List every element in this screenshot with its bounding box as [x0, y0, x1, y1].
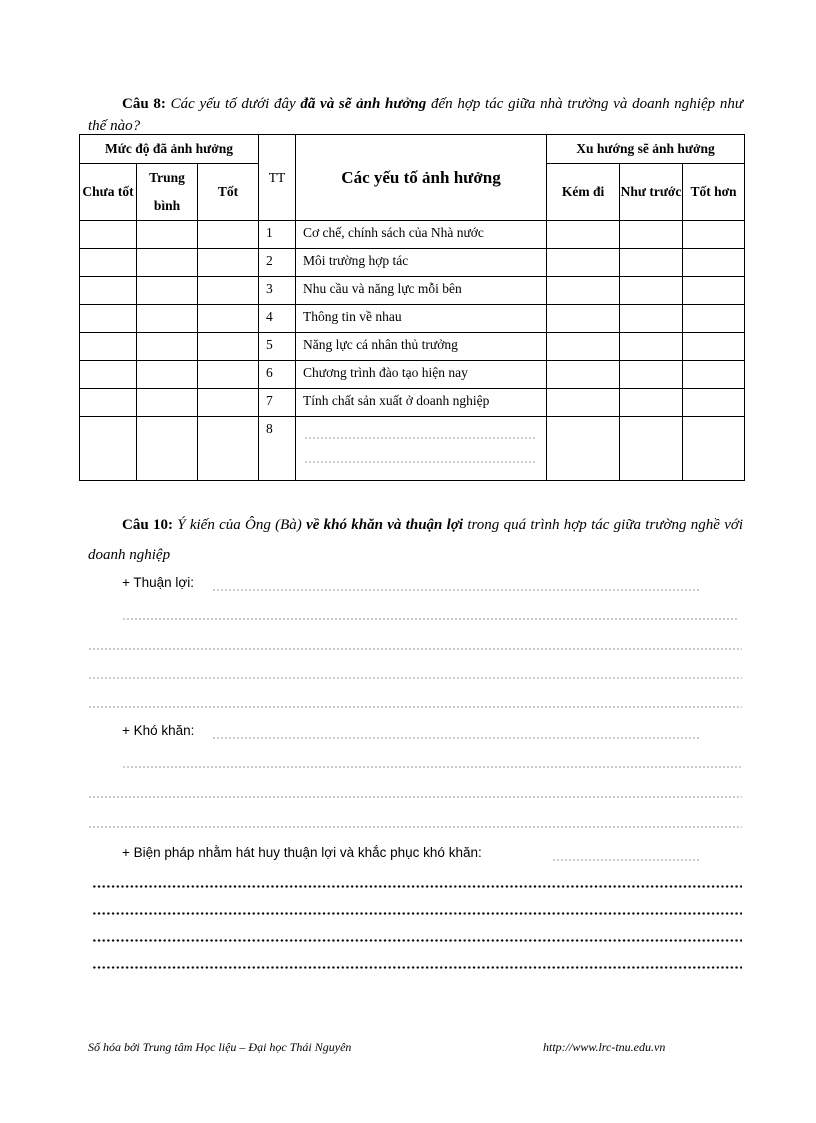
thuan-loi-line-1[interactable]	[212, 589, 700, 591]
question-8-text-2: đến hợp tác giữa nhà trường và doanh nghiệp như thế nào?	[88, 96, 744, 134]
check-cell[interactable]	[620, 361, 683, 389]
question-8-emphasis: đã và sẽ ảnh hưởng	[300, 96, 427, 112]
header-factors: Các yếu tố ảnh hưởng	[296, 135, 547, 221]
check-cell[interactable]	[80, 389, 137, 417]
header-future-trend: Xu hướng sẽ ảnh hưởng	[547, 135, 745, 164]
check-cell[interactable]	[547, 305, 620, 333]
survey-table	[79, 134, 745, 481]
check-cell[interactable]	[80, 277, 137, 305]
row-number: 6	[259, 361, 296, 389]
row-number: 1	[259, 221, 296, 249]
bien-phap-label: + Biện pháp nhằm hát huy thuận lợi và khắc phục khó khăn:	[122, 845, 482, 860]
check-cell[interactable]	[137, 361, 198, 389]
check-cell[interactable]	[198, 333, 259, 361]
check-cell[interactable]	[683, 277, 745, 305]
check-cell[interactable]	[547, 277, 620, 305]
row-number: 2	[259, 249, 296, 277]
kho-khan-line-1[interactable]	[212, 737, 700, 739]
check-cell[interactable]	[80, 417, 137, 481]
check-cell[interactable]	[620, 249, 683, 277]
header-trung-binh: Trung bình	[137, 164, 198, 221]
check-cell[interactable]	[137, 221, 198, 249]
row-number: 8	[259, 417, 296, 481]
check-cell[interactable]	[198, 305, 259, 333]
thuan-loi-line-4[interactable]	[88, 677, 742, 679]
table-row	[80, 305, 745, 333]
bien-phap-line-2[interactable]	[92, 885, 742, 888]
check-cell[interactable]	[620, 417, 683, 481]
check-cell[interactable]	[80, 333, 137, 361]
check-cell[interactable]	[683, 389, 745, 417]
table-row-other	[80, 417, 745, 481]
question-10-text-1: Ý kiến của Ông (Bà)	[177, 517, 302, 533]
header-tot-hon: Tốt hơn	[683, 164, 745, 221]
thuan-loi-label: + Thuận lợi:	[122, 575, 195, 590]
header-tot: Tốt	[198, 164, 259, 221]
check-cell[interactable]	[547, 417, 620, 481]
check-cell[interactable]	[620, 389, 683, 417]
question-10-emphasis: về khó khăn và thuận lợi	[306, 517, 464, 533]
table-row	[80, 221, 745, 249]
check-cell[interactable]	[198, 221, 259, 249]
kho-khan-line-2[interactable]	[122, 766, 742, 768]
thuan-loi-line-3[interactable]	[88, 648, 742, 650]
check-cell[interactable]	[80, 249, 137, 277]
check-cell[interactable]	[137, 389, 198, 417]
check-cell[interactable]	[683, 249, 745, 277]
check-cell[interactable]	[80, 221, 137, 249]
check-cell[interactable]	[80, 305, 137, 333]
factor-label: Cơ chế, chính sách của Nhà nước	[296, 221, 547, 249]
check-cell[interactable]	[198, 389, 259, 417]
check-cell[interactable]	[683, 305, 745, 333]
check-cell[interactable]	[547, 389, 620, 417]
row-number: 7	[259, 389, 296, 417]
kho-khan-label: + Khó khăn:	[122, 723, 195, 738]
check-cell[interactable]	[547, 249, 620, 277]
question-10-label: Câu 10:	[122, 517, 173, 533]
header-nhu-truoc: Như trước	[620, 164, 683, 221]
header-past-impact: Mức độ đã ảnh hưởng	[80, 135, 259, 164]
factor-label: Môi trường hợp tác	[296, 249, 547, 277]
thuan-loi-line-2[interactable]	[122, 618, 738, 620]
question-10-text-2: trong quá trình hợp tác giữa trường nghề với doanh nghiệp	[88, 517, 744, 563]
check-cell[interactable]	[547, 361, 620, 389]
footer-source: Số hóa bởi Trung tâm Học liệu – Đại học Thái Nguyên	[88, 1040, 352, 1054]
kho-khan-line-4[interactable]	[88, 826, 742, 828]
table-row	[80, 333, 745, 361]
factor-label: Năng lực cá nhân thủ trưởng	[296, 333, 547, 361]
check-cell[interactable]	[80, 361, 137, 389]
table-row	[80, 249, 745, 277]
header-chua-tot: Chưa tốt	[80, 164, 137, 221]
check-cell[interactable]	[683, 333, 745, 361]
check-cell[interactable]	[620, 277, 683, 305]
question-8	[88, 93, 743, 137]
check-cell[interactable]	[547, 333, 620, 361]
other-factor-field[interactable]	[296, 417, 547, 481]
kho-khan-line-3[interactable]	[88, 796, 742, 798]
table-row	[80, 277, 745, 305]
check-cell[interactable]	[620, 221, 683, 249]
check-cell[interactable]	[198, 417, 259, 481]
check-cell[interactable]	[137, 417, 198, 481]
check-cell[interactable]	[198, 361, 259, 389]
footer-url[interactable]: http://www.lrc-tnu.edu.vn	[543, 1040, 666, 1054]
check-cell[interactable]	[137, 249, 198, 277]
factor-label: Thông tin về nhau	[296, 305, 547, 333]
bien-phap-line-4[interactable]	[92, 939, 742, 942]
header-tt: TT	[259, 135, 296, 221]
check-cell[interactable]	[198, 249, 259, 277]
check-cell[interactable]	[137, 277, 198, 305]
check-cell[interactable]	[683, 361, 745, 389]
check-cell[interactable]	[137, 305, 198, 333]
check-cell[interactable]	[620, 333, 683, 361]
bien-phap-line-1[interactable]	[552, 859, 700, 861]
check-cell[interactable]	[137, 333, 198, 361]
header-kem-di: Kém đi	[547, 164, 620, 221]
factor-label: Nhu cầu và năng lực mỗi bên	[296, 277, 547, 305]
check-cell[interactable]	[547, 221, 620, 249]
check-cell[interactable]	[620, 305, 683, 333]
question-10	[88, 510, 743, 570]
question-8-text-1: Các yếu tố dưới đây	[170, 96, 296, 112]
thuan-loi-line-5[interactable]	[88, 706, 742, 708]
factor-label: Tính chất sản xuất ở doanh nghiệp	[296, 389, 547, 417]
question-8-label: Câu 8:	[122, 96, 166, 112]
row-number: 4	[259, 305, 296, 333]
check-cell[interactable]	[198, 277, 259, 305]
check-cell[interactable]	[683, 221, 745, 249]
check-cell[interactable]	[683, 417, 745, 481]
row-number: 3	[259, 277, 296, 305]
bien-phap-line-3[interactable]	[92, 912, 742, 915]
table-row	[80, 361, 745, 389]
bien-phap-line-5[interactable]	[92, 966, 742, 969]
factor-label: Chương trình đào tạo hiện nay	[296, 361, 547, 389]
row-number: 5	[259, 333, 296, 361]
table-row	[80, 389, 745, 417]
